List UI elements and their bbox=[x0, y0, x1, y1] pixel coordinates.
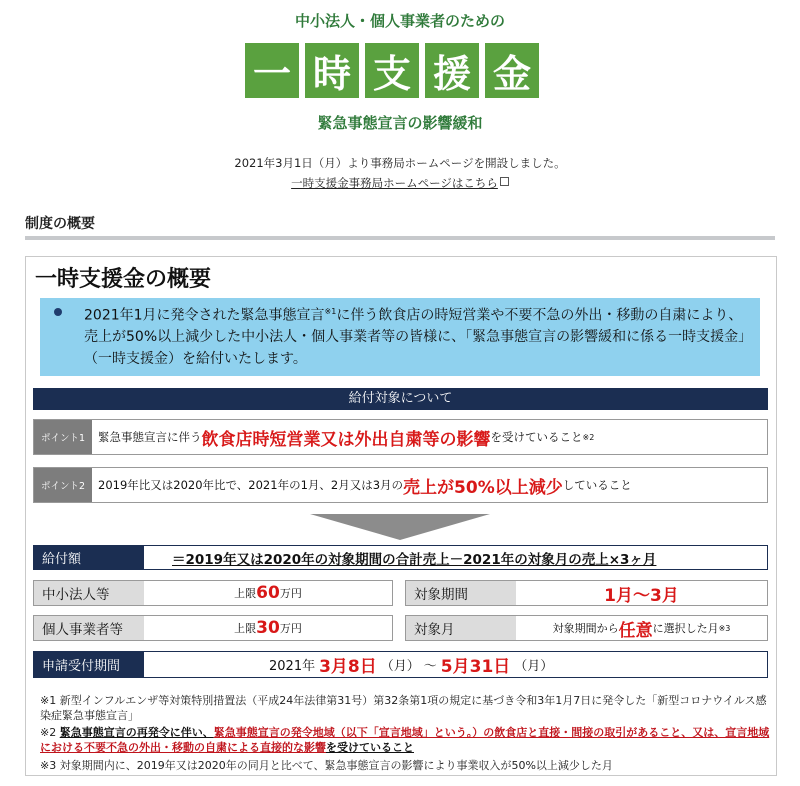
point-pre: 2019年比又は2020年比で、2021年の1月、2月又は3月の bbox=[98, 478, 404, 492]
title-char: 時 bbox=[305, 43, 359, 98]
month-cell bbox=[405, 615, 768, 641]
month-value bbox=[516, 616, 767, 640]
point-pre: 緊急事態宣言に伴う bbox=[98, 430, 202, 444]
point-post: を受けていること bbox=[490, 430, 583, 444]
indiv-label: 個人事業者等 bbox=[34, 616, 144, 640]
card-title: 一時支援金の概要 bbox=[35, 267, 212, 292]
month-pre: 対象期間から bbox=[552, 622, 619, 635]
intro-text-post: に伴う飲食店の時短営業や不要不急の外出・移動の自粛により、売上が50%以上減少した中小法人・個人事業者等の皆様に、「緊急事態宣言の影響緩和に係る一時支援金」（一時支援金）を給付いたします。 bbox=[84, 307, 746, 367]
month-sup: ※3 bbox=[718, 623, 731, 633]
cap-prefix: 上限 bbox=[234, 587, 257, 600]
month-post: に選択した月 bbox=[652, 622, 719, 635]
notice-link-row bbox=[0, 175, 800, 191]
footnote-2-prefix: ※2 bbox=[40, 726, 60, 739]
footnote-3: ※3 対象期間内に、2019年又は2020年の同月と比べて、緊急事態宣言の影響により事業収入が50%以上減少した月 bbox=[40, 759, 613, 772]
point-post: していること bbox=[562, 478, 632, 492]
month-highlight: 任意 bbox=[618, 620, 653, 641]
footnote-2-bold: 緊急事態宣言の再発令に伴い、 bbox=[59, 726, 214, 739]
title-char: 支 bbox=[365, 43, 419, 98]
corp-value bbox=[144, 581, 392, 605]
footnote-1: ※1 新型インフルエンザ等対策特別措置法（平成24年法律第31号）第32条第1項の規定に基づき令和3年1月7日に発令した「新型コロナウイルス感染症緊急事態宣言」 bbox=[40, 694, 767, 722]
intro-text-pre: 2021年1月に発令された緊急事態宣言 bbox=[84, 307, 325, 324]
formula-label: 給付額 bbox=[34, 546, 144, 569]
cap-number: 60 bbox=[256, 583, 280, 603]
application-end: 5月31日 bbox=[440, 657, 511, 677]
footnote-2-red: 緊急事態宣言の発令地域（以下「宣言地域」という。）の飲食店と直接・間接の取引があること、又は、宣言地域における不要不急の外出・移動の自粛による直接的な影響 bbox=[40, 726, 770, 754]
point-highlight: 飲食店時短営業又は外出自粛等の影響 bbox=[201, 429, 491, 450]
point-row-2 bbox=[33, 467, 768, 503]
point-tag: ポイント2 bbox=[34, 468, 92, 502]
period-value bbox=[516, 581, 767, 605]
month-label: 対象月 bbox=[406, 616, 516, 640]
application-value bbox=[269, 652, 553, 677]
application-period-row bbox=[33, 651, 768, 678]
point-tag: ポイント1 bbox=[34, 420, 92, 454]
office-homepage-link[interactable]: 一時支援金事務局ホームページはこちら bbox=[291, 176, 498, 190]
section-divider bbox=[25, 236, 775, 240]
point-highlight: 売上が50%以上減少 bbox=[403, 477, 563, 498]
point-sup: ※2 bbox=[582, 432, 595, 442]
application-year: 2021年 bbox=[269, 659, 316, 674]
application-label: 申請受付期間 bbox=[34, 652, 144, 677]
corp-cell bbox=[33, 580, 393, 606]
external-link-icon bbox=[500, 177, 509, 186]
point-row-1 bbox=[33, 419, 768, 455]
footnote-2-tail: を受けていること bbox=[326, 741, 414, 754]
cap-prefix: 上限 bbox=[234, 622, 257, 635]
application-end-day: （月） bbox=[514, 659, 554, 674]
period-label: 対象期間 bbox=[406, 581, 516, 605]
formula-row bbox=[33, 545, 768, 570]
cap-unit: 万円 bbox=[279, 587, 302, 600]
corp-label: 中小法人等 bbox=[34, 581, 144, 605]
point-text bbox=[98, 468, 632, 502]
indiv-value bbox=[144, 616, 392, 640]
application-start: 3月8日 bbox=[319, 657, 377, 677]
cap-unit: 万円 bbox=[279, 622, 302, 635]
title-char: 金 bbox=[485, 43, 539, 98]
intro-sup: ※1 bbox=[324, 307, 337, 316]
subtitle-bottom: 緊急事態宣言の影響緩和 bbox=[317, 114, 483, 132]
cap-number: 30 bbox=[256, 618, 280, 638]
application-start-day: （月） bbox=[380, 659, 420, 674]
point-text bbox=[98, 420, 594, 454]
down-arrow-icon bbox=[310, 514, 490, 540]
notice-text: 2021年3月1日（月）より事務局ホームページを開設しました。 bbox=[234, 156, 566, 170]
bullet-icon bbox=[54, 308, 62, 316]
intro-text bbox=[84, 301, 749, 370]
title-char: 一 bbox=[245, 43, 299, 98]
period-range: 1月～3月 bbox=[604, 585, 679, 606]
footnote-2 bbox=[40, 725, 770, 755]
section-label: 制度の概要 bbox=[25, 216, 95, 232]
application-tilde: ～ bbox=[423, 659, 437, 674]
title-blocks bbox=[245, 43, 539, 98]
formula-text: ＝2019年又は2020年の対象期間の合計売上－2021年の対象月の売上×3ヶ月 bbox=[172, 551, 657, 568]
eligibility-band: 給付対象について bbox=[33, 388, 768, 410]
period-cell bbox=[405, 580, 768, 606]
indiv-cell bbox=[33, 615, 393, 641]
title-char: 援 bbox=[425, 43, 479, 98]
subtitle-top: 中小法人・個人事業者のための bbox=[294, 12, 505, 30]
